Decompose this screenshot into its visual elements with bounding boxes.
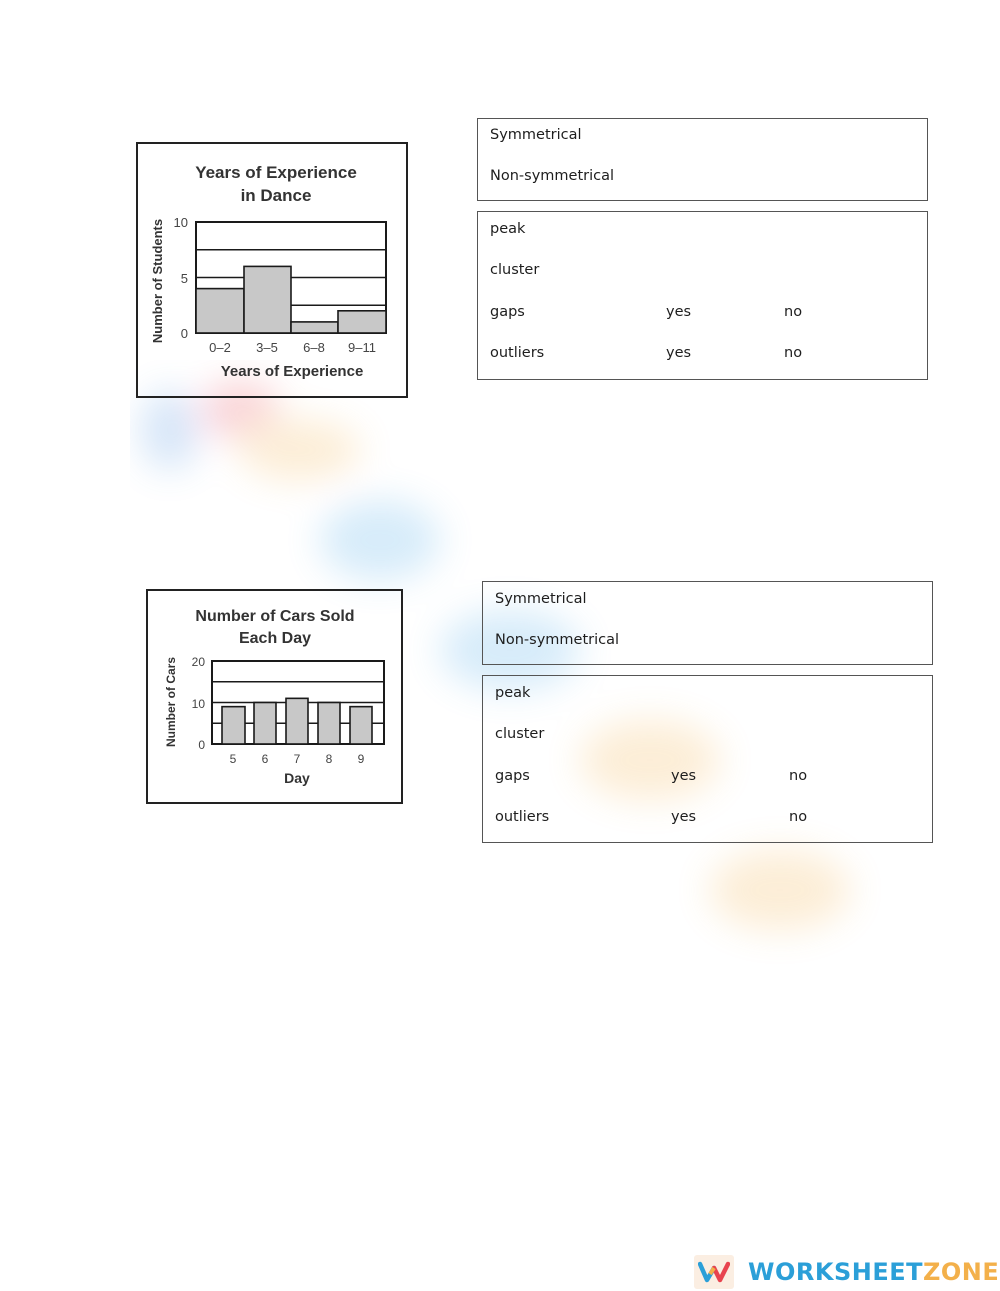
y-tick-10: 10 [191, 697, 205, 711]
chart-title-line1: Number of Cars Sold [195, 608, 355, 625]
option-non-symmetrical[interactable]: Non-symmetrical [495, 632, 620, 648]
bar-day-9 [350, 707, 372, 744]
y-tick-0: 0 [180, 326, 188, 341]
outliers-no-option[interactable]: no [789, 809, 808, 825]
chart-title-line1: Years of Experience [195, 163, 357, 182]
features-box-1 [477, 211, 928, 380]
x-tick: 3–5 [256, 340, 278, 355]
y-tick-5: 5 [180, 271, 188, 286]
x-tick: 7 [293, 752, 301, 766]
x-tick: 8 [325, 752, 333, 766]
shape-choice-box-2 [482, 581, 933, 665]
gaps-no-option[interactable]: no [784, 304, 803, 320]
x-tick: 9–11 [348, 340, 376, 355]
feature-outliers-label: outliers [490, 345, 545, 361]
x-tick: 9 [357, 752, 365, 766]
feature-peak-label: peak [490, 221, 526, 237]
feature-gaps-label: gaps [490, 304, 525, 320]
feature-outliers-label: outliers [495, 809, 550, 825]
gaps-yes-option[interactable]: yes [666, 304, 692, 320]
bar-chart-cars [148, 591, 401, 802]
x-axis-label: Day [284, 770, 310, 786]
option-symmetrical[interactable]: Symmetrical [490, 127, 582, 143]
y-tick-0: 0 [198, 738, 205, 752]
worksheetzone-logo[interactable] [694, 1254, 999, 1290]
bar-9-11 [338, 311, 386, 333]
shape-choice-box-1 [477, 118, 928, 201]
x-tick: 5 [229, 752, 237, 766]
bar-chart-dance [138, 144, 406, 396]
feature-cluster-label: cluster [490, 262, 540, 278]
bar-day-8 [318, 703, 340, 745]
logo-wordmark: WORKSHEETZONE [748, 1258, 1000, 1286]
chart-title-line2: Each Day [238, 630, 312, 647]
bar-3-5 [244, 266, 291, 333]
feature-gaps-label: gaps [495, 768, 530, 784]
plot-area [196, 222, 386, 333]
y-axis-label: Number of Cars [164, 656, 178, 748]
y-tick-20: 20 [191, 655, 205, 669]
bar-0-2 [196, 289, 244, 333]
x-tick: 6 [261, 752, 269, 766]
y-tick-10: 10 [173, 215, 188, 230]
chart-frame-dance [136, 142, 408, 398]
chart-frame-cars [146, 589, 403, 804]
feature-peak-label: peak [495, 685, 531, 701]
feature-cluster-label: cluster [495, 726, 545, 742]
bar-6-8 [291, 322, 338, 333]
x-axis-label: Years of Experience [220, 363, 364, 380]
gaps-yes-option[interactable]: yes [671, 768, 697, 784]
bar-day-7 [286, 698, 308, 744]
option-non-symmetrical[interactable]: Non-symmetrical [490, 168, 615, 184]
x-tick: 0–2 [209, 340, 231, 355]
outliers-yes-option[interactable]: yes [671, 809, 697, 825]
outliers-yes-option[interactable]: yes [666, 345, 692, 361]
bar-day-6 [254, 703, 276, 745]
outliers-no-option[interactable]: no [784, 345, 803, 361]
plot-area [212, 661, 384, 744]
y-axis-label: Number of Students [150, 218, 165, 344]
chart-title-line2: in Dance [240, 186, 312, 205]
gaps-no-option[interactable]: no [789, 768, 808, 784]
features-box-2 [482, 675, 933, 843]
bar-day-5 [222, 707, 245, 744]
option-symmetrical[interactable]: Symmetrical [495, 591, 587, 607]
logo-w-icon [694, 1255, 734, 1289]
x-tick: 6–8 [303, 340, 325, 355]
